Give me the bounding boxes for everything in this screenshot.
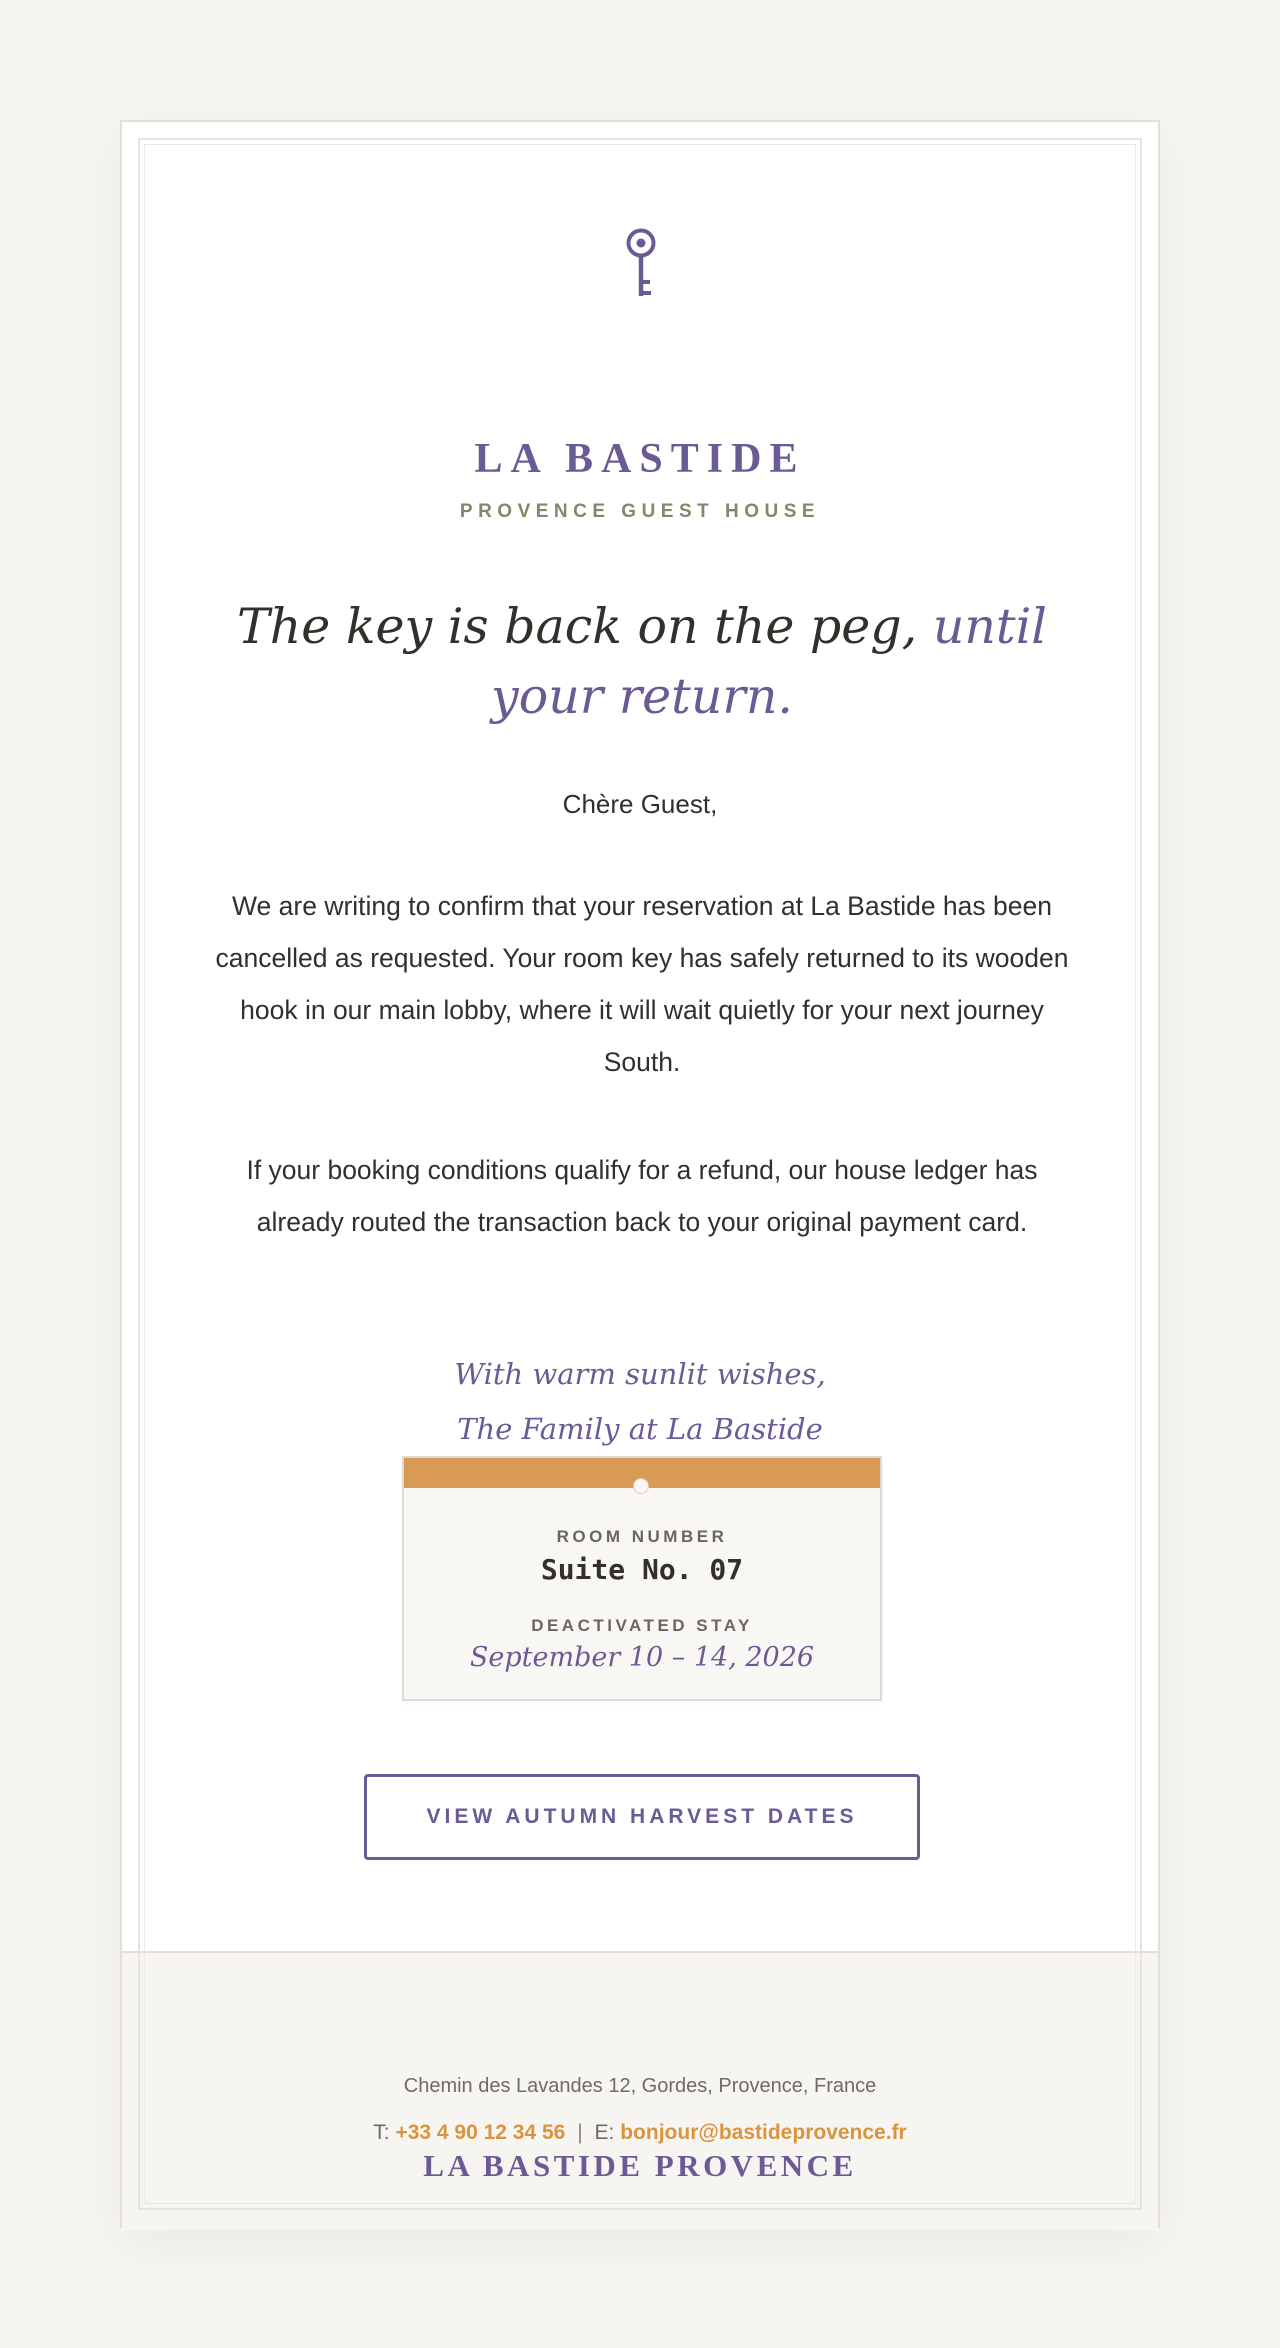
room-number-value: Suite No. 07 [540, 1553, 744, 1586]
phone-prefix: T: [373, 2121, 390, 2144]
tag-hole [633, 1478, 649, 1494]
headline [212, 592, 1072, 732]
email-card [120, 120, 1160, 2228]
deactivated-stay-label: DEACTIVATED STAY [531, 1616, 753, 1635]
email-link[interactable]: bonjour@bastideprovence.fr [620, 2121, 907, 2144]
brand-name: LA BASTIDE [474, 436, 806, 482]
contact-separator: | [577, 2121, 583, 2144]
body-paragraph-refund: If your booking conditions qualify for a refund, our house ledger has already routed the transaction back to your original payment card. [246, 1155, 1038, 1237]
room-key-tag [402, 1456, 882, 1701]
room-number-label: ROOM NUMBER [556, 1527, 728, 1546]
view-autumn-harvest-dates-button[interactable]: VIEW AUTUMN HARVEST DATES [364, 1774, 920, 1860]
body-paragraph-confirmation: We are writing to confirm that your reservation at La Bastide has been cancelled as requested. Your room key has safely returned to its wooden hook in our main lobby, where it will wait quietly for your next journey South. [215, 891, 1069, 1077]
brand-tagline: PROVENCE GUEST HOUSE [459, 501, 821, 522]
signoff-signature: The Family at La Bastide [457, 1412, 823, 1446]
phone-link[interactable]: +33 4 90 12 34 56 [395, 2121, 566, 2144]
headline-accent: until your return. [491, 598, 1047, 725]
footer-contact [122, 2118, 1158, 2148]
email-prefix: E: [594, 2121, 615, 2144]
email-body [122, 122, 1158, 1952]
deactivated-stay-dates: September 10 – 14, 2026 [469, 1642, 815, 1673]
key-icon [624, 228, 658, 300]
signoff-line: With warm sunlit wishes, [454, 1357, 826, 1391]
footer-brand-name: LA BASTIDE PROVENCE [423, 2148, 857, 2183]
headline-main: The key is back on the peg, [237, 598, 918, 655]
footer-address: Chemin des Lavandes 12, Gordes, Provence, France [403, 2075, 877, 2097]
salutation: Chère Guest, [562, 789, 718, 819]
